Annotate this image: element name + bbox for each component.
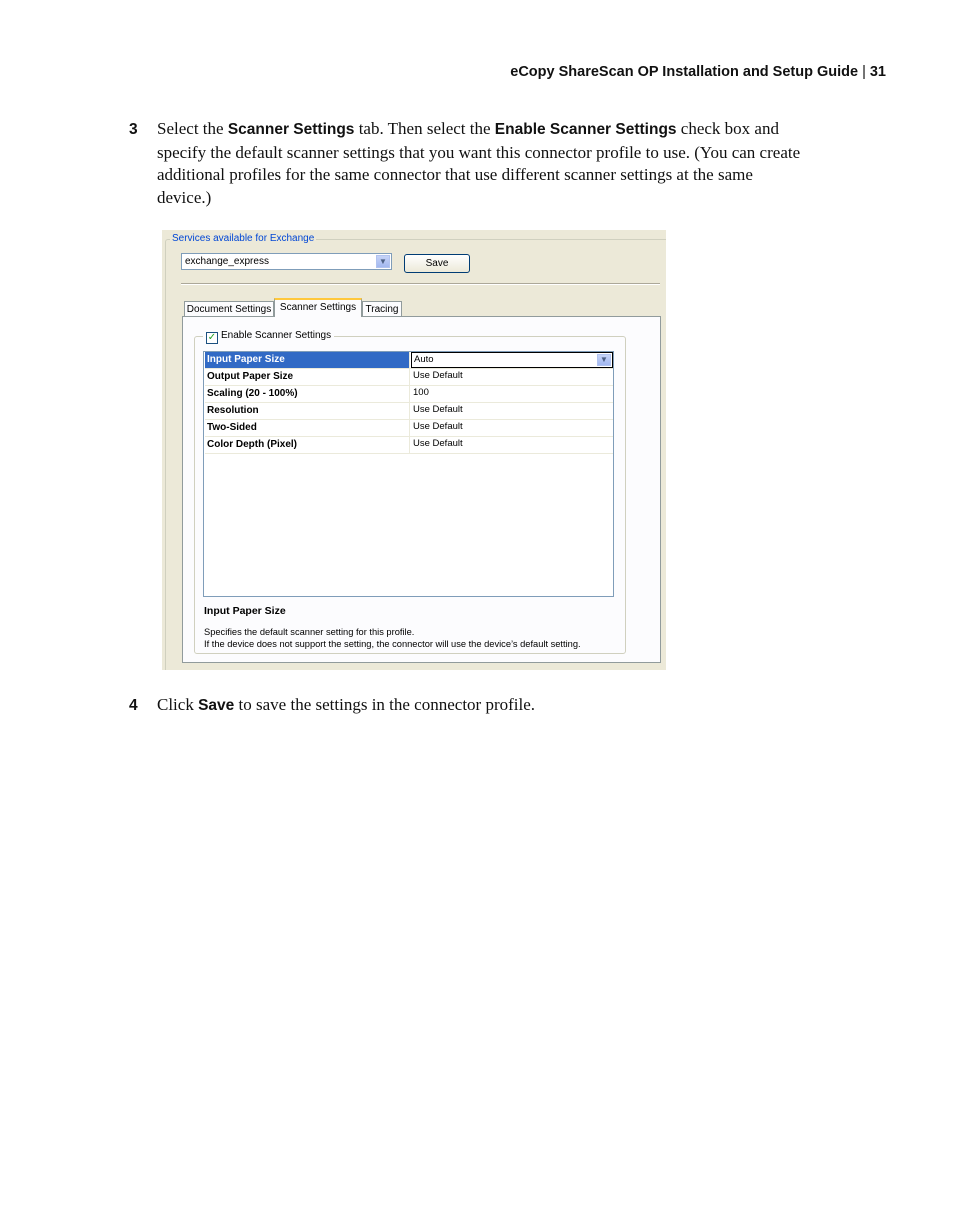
setting-name: Output Paper Size (205, 369, 410, 385)
step-3-line-4: device.) (157, 187, 212, 207)
service-select[interactable] (181, 253, 392, 270)
enable-scanner-settings-term: Enable Scanner Settings (494, 121, 677, 138)
step-4-text-part: Click (157, 695, 199, 714)
setting-value[interactable]: Use Default (413, 421, 463, 432)
chevron-down-icon[interactable]: ▼ (376, 255, 390, 268)
help-title: Input Paper Size (204, 605, 286, 617)
setting-value[interactable]: Use Default (413, 370, 463, 381)
settings-row-output-paper-size[interactable] (205, 369, 613, 386)
step-3-line-3: additional profiles for the same connector that use different scanner settings at the same (157, 165, 753, 185)
enable-scanner-settings-checkbox[interactable] (203, 330, 334, 344)
tab-document-settings[interactable]: Document Settings (184, 301, 274, 317)
header-title: eCopy ShareScan OP Installation and Setup Guide (510, 64, 859, 80)
page-number: 31 (869, 64, 886, 80)
help-description-line-1: Specifies the default scanner setting for this profile. (204, 627, 415, 637)
page-header (510, 64, 886, 80)
scanner-settings-screenshot (162, 230, 666, 670)
enable-scanner-settings-label: Enable Scanner Settings (221, 330, 332, 341)
chevron-down-icon[interactable]: ▼ (597, 354, 611, 366)
setting-name: Input Paper Size (205, 352, 410, 368)
divider (181, 283, 660, 285)
settings-row-color-depth[interactable] (205, 437, 613, 454)
checkmark-icon[interactable]: ✓ (207, 332, 217, 343)
step-3-text-part: tab. Then select the (354, 119, 495, 138)
setting-value[interactable]: Use Default (413, 404, 463, 415)
step-3-text-part: check box and (676, 119, 779, 138)
settings-row-input-paper-size[interactable] (205, 352, 613, 369)
step-3-text-part: Select the (157, 119, 228, 138)
setting-name: Resolution (205, 403, 410, 419)
step-3-number: 3 (129, 121, 138, 138)
save-term: Save (198, 697, 235, 714)
settings-row-two-sided[interactable] (205, 420, 613, 437)
step-3-line-1 (157, 118, 892, 142)
setting-name: Color Depth (Pixel) (205, 437, 410, 453)
settings-row-scaling[interactable] (205, 386, 613, 403)
settings-row-resolution[interactable] (205, 403, 613, 420)
save-button[interactable]: Save (404, 254, 470, 273)
settings-grid (203, 351, 614, 597)
tab-scanner-settings[interactable]: Scanner Settings (274, 298, 362, 317)
step-4-text (157, 694, 892, 718)
setting-value: Auto (414, 354, 434, 365)
step-3-line-2: specify the default scanner settings that you want this connector profile to use. (You can create (157, 142, 801, 162)
input-paper-size-select[interactable] (411, 352, 613, 368)
setting-name: Scaling (20 - 100%) (205, 386, 410, 402)
setting-value[interactable]: 100 (413, 387, 429, 398)
service-select-value: exchange_express (185, 256, 269, 267)
setting-name: Two-Sided (205, 420, 410, 436)
scanner-settings-panel (182, 316, 661, 663)
step-3-text (157, 118, 892, 209)
header-separator: | (862, 64, 866, 80)
setting-value[interactable]: Use Default (413, 438, 463, 449)
scanner-settings-term: Scanner Settings (227, 121, 355, 138)
tab-tracing[interactable]: Tracing (362, 301, 402, 317)
services-group-label: Services available for Exchange (172, 233, 315, 244)
step-4-text-part: to save the settings in the connector profile. (234, 695, 536, 714)
help-description-line-2: If the device does not support the setting, the connector will use the device’s default setting. (204, 639, 581, 649)
step-4-number: 4 (129, 697, 138, 714)
